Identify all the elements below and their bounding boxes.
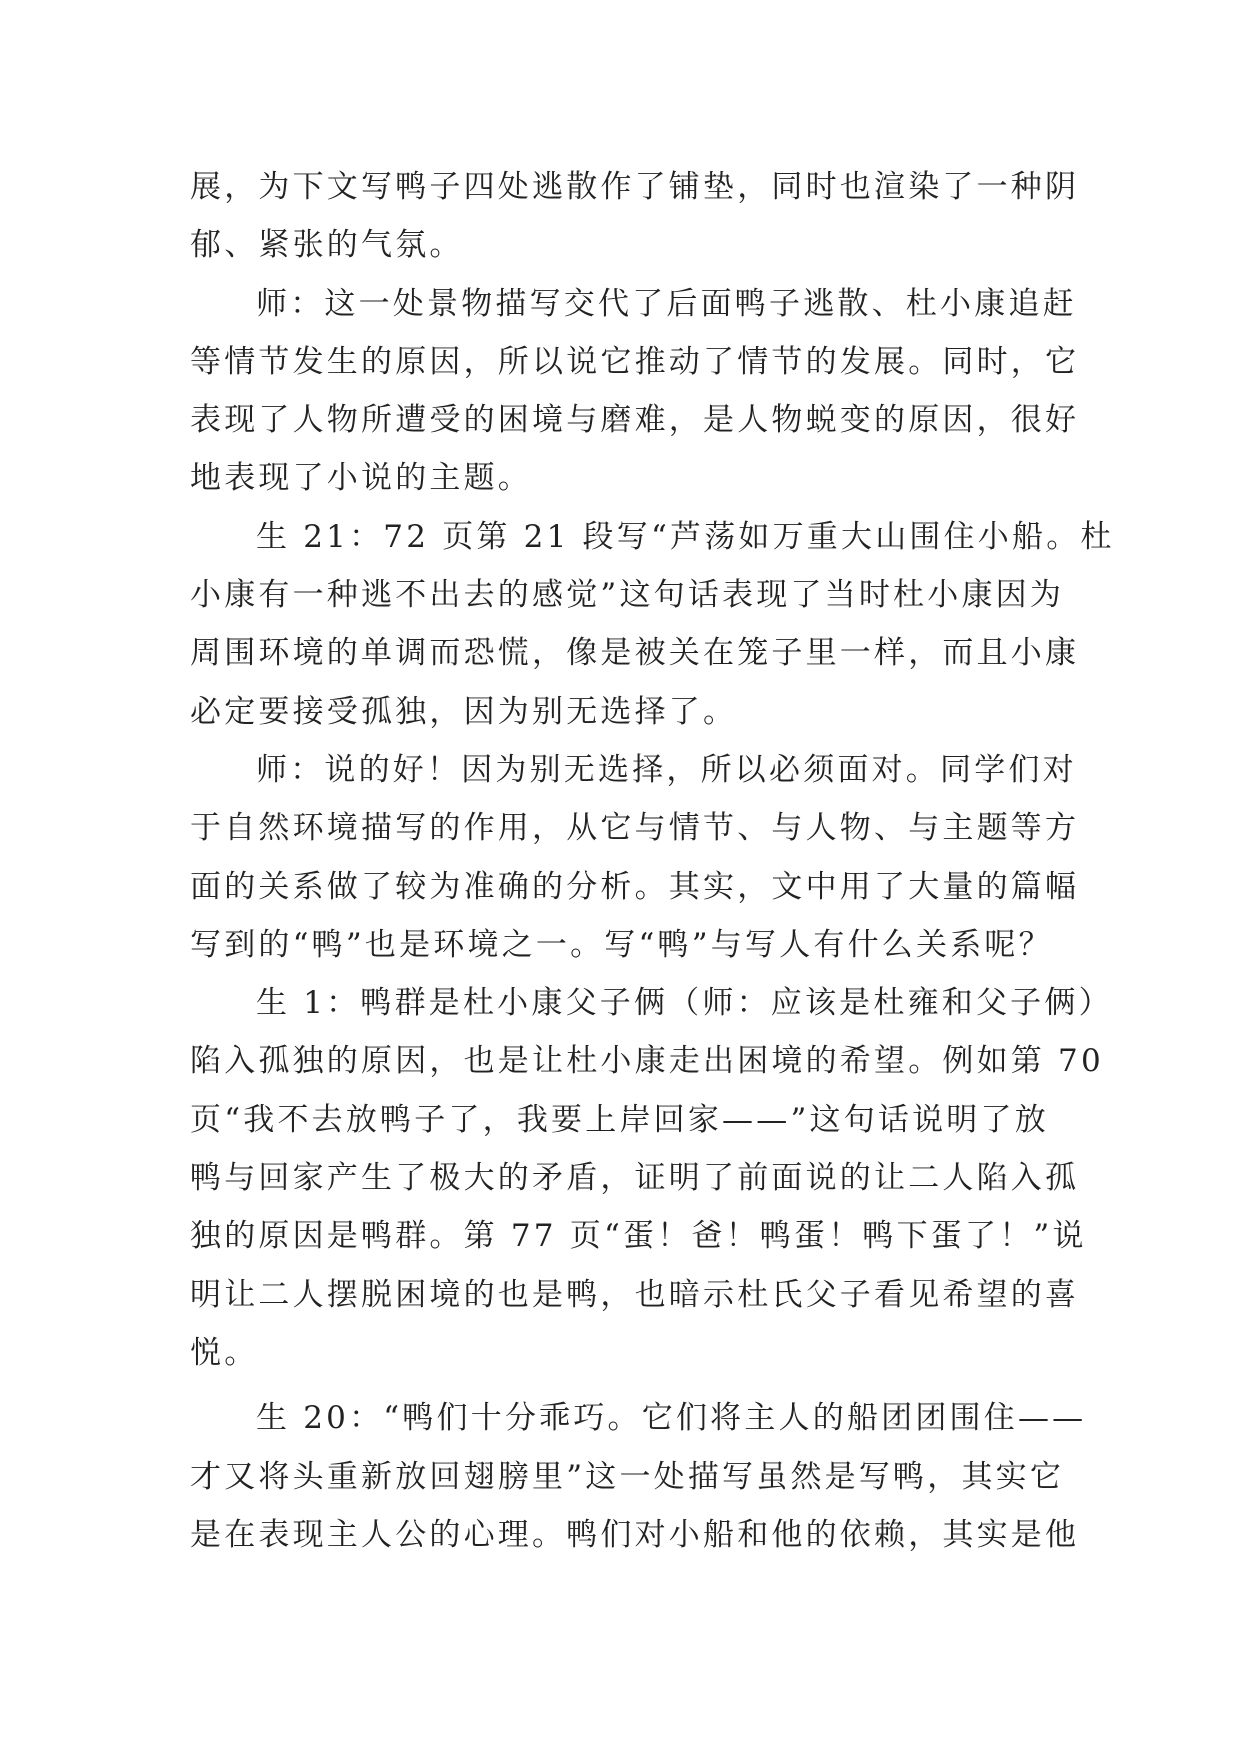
text-line: 于自然环境描写的作用，从它与情节、与人物、与主题等方 <box>190 810 1080 847</box>
text-line: 展，为下文写鸭子四处逃散作了铺垫，同时也渲染了一种阴 <box>190 169 1080 205</box>
text-line: 面的关系做了较为准确的分析。其实，文中用了大量的篇幅 <box>190 868 1080 905</box>
text-line: 独的原因是鸭群。第 77 页“蛋！爸！鸭蛋！鸭下蛋了！”说 <box>190 1218 1087 1255</box>
text-line: 师：说的好！因为别无选择，所以必须面对。同学们对 <box>256 751 1077 788</box>
text-line: 小康有一种逃不出去的感觉”这句话表现了当时杜小康因为 <box>190 577 1065 614</box>
text-line: 是在表现主人公的心理。鸭们对小船和他的依赖，其实是他 <box>190 1516 1080 1553</box>
text-line: 明让二人摆脱困境的也是鸭，也暗示杜氏父子看见希望的喜 <box>190 1276 1080 1313</box>
text-line: 周围环境的单调而恐慌，像是被关在笼子里一样，而且小康 <box>190 635 1080 672</box>
text-line: 师：这一处景物描写交代了后面鸭子逃散、杜小康追赶 <box>256 285 1077 322</box>
text-line: 才又将头重新放回翅膀里”这一处描写虽然是写鸭，其实它 <box>190 1458 1065 1495</box>
body-text <box>190 158 1115 1564</box>
text-line: 页“我不去放鸭子了，我要上岸回家——”这句话说明了放 <box>190 1101 1049 1138</box>
text-line: 鸭与回家产生了极大的矛盾，证明了前面说的让二人陷入孤 <box>190 1160 1080 1197</box>
text-line: 生 1：鸭群是杜小康父子俩（师：应该是杜雍和父子俩） <box>256 985 1113 1022</box>
text-line: 地表现了小说的主题。 <box>190 460 532 497</box>
text-line: 郁、紧张的气氛。 <box>190 227 464 264</box>
text-line: 等情节发生的原因，所以说它推动了情节的发展。同时，它 <box>190 343 1080 380</box>
text-line: 必定要接受孤独，因为别无选择了。 <box>190 693 738 730</box>
text-line: 生 21：72 页第 21 段写“芦荡如万重大山围住小船。杜 <box>256 518 1115 555</box>
text-line: 表现了人物所遭受的困境与磨难，是人物蜕变的原因，很好 <box>190 402 1080 439</box>
text-line: 生 20：“鸭们十分乖巧。它们将主人的船团团围住—— <box>256 1400 1087 1437</box>
text-line: 写到的“鸭”也是环境之一。写“鸭”与写人有什么关系呢？ <box>190 926 1053 963</box>
text-line: 悦。 <box>190 1334 259 1371</box>
text-line: 陷入孤独的原因，也是让杜小康走出困境的希望。例如第 70 <box>190 1043 1104 1080</box>
